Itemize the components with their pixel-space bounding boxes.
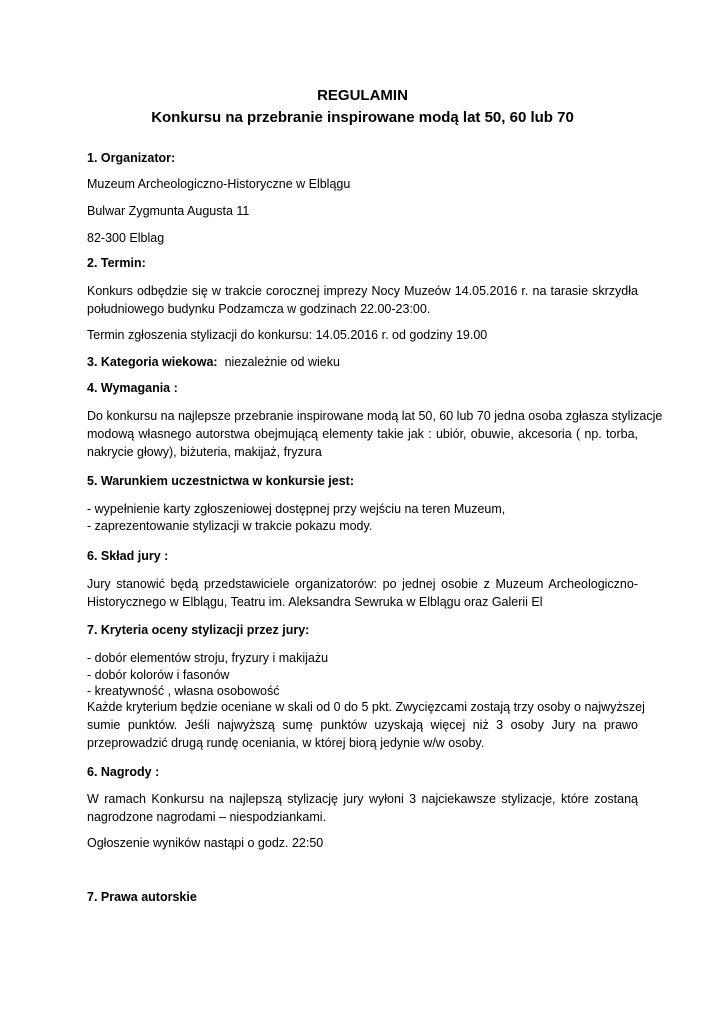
criteria-paragraph: [87, 698, 645, 752]
section-heading-jury: 6. Skład jury :: [87, 549, 169, 563]
jury-paragraph: [87, 575, 638, 611]
term-paragraph-line: Konkurs odbędzie się w trakcie corocznej imprezy Nocy Muzeów 14.05.2016 r. na tarasie skrzydła: [87, 284, 638, 298]
document-title: REGULAMIN: [317, 87, 408, 104]
organizer-city: 82-300 Elblag: [87, 231, 165, 245]
age-category: [87, 355, 340, 369]
jury-line: Jury stanowić będą przedstawiciele organizatorów: po jednej osobie z Muzeum Archeologiczno-: [87, 577, 638, 591]
term-paragraph: [87, 282, 638, 318]
list-item: - dobór kolorów i fasonów: [87, 667, 230, 682]
organizer-street: Bulwar Zygmunta Augusta 11: [87, 204, 250, 218]
results-announcement: Ogłoszenie wyników nastąpi o godz. 22:50: [87, 836, 324, 850]
criteria-list: [87, 650, 328, 700]
section-heading-criteria: 7. Kryteria oceny stylizacji przez jury:: [87, 623, 310, 637]
section-heading-prizes: 6. Nagrody :: [87, 765, 160, 779]
section-heading-age: 3. Kategoria wiekowa:: [87, 355, 218, 369]
requirements-line: nakrycie głowy), biżuteria, makijaż, fryzura: [87, 445, 322, 459]
prizes-line: nagrodzone nagrodami – niespodziankami.: [87, 810, 327, 824]
prizes-line: W ramach Konkursu na najlepszą stylizację jury wyłoni 3 najciekawsze stylizacje, które zostaną: [87, 792, 638, 806]
list-item: - dobór elementów stroju, fryzury i makijażu: [87, 651, 329, 665]
section-heading-requirements: 4. Wymagania :: [87, 381, 178, 395]
section-heading-organizer: 1. Organizator:: [87, 151, 176, 165]
term-deadline: Termin zgłoszenia stylizacji do konkursu: 14.05.2016 r. od godziny 19.00: [87, 328, 488, 342]
criteria-line: Każde kryterium będzie oceniane w skali od 0 do 5 pkt. Zwycięzcami zostają trzy osoby o najwyższej: [87, 700, 645, 714]
prizes-paragraph: [87, 790, 638, 826]
requirements-line: Do konkursu na najlepsze przebranie inspirowane modą lat 50, 60 lub 70 jedna osoba zgłasza stylizacje: [87, 409, 663, 423]
list-item: - zaprezentowanie stylizacji w trakcie pokazu mody.: [87, 518, 373, 533]
participation-list: [87, 501, 505, 534]
document-subtitle: Konkursu na przebranie inspirowane modą lat 50, 60 lub 70: [151, 109, 574, 126]
jury-line: Historycznego w Elblągu, Teatru im. Aleksandra Sewruka w Elblągu oraz Galerii El: [87, 595, 543, 609]
age-category-value: niezależnie od wieku: [224, 355, 340, 369]
requirements-paragraph: [87, 407, 663, 461]
section-heading-term: 2. Termin:: [87, 256, 146, 270]
organizer-name: Muzeum Archeologiczno-Historyczne w Elblągu: [87, 177, 351, 191]
criteria-line: sumie punktów. Jeśli najwyższą sumę punktów uzyskają więcej niż 3 osoby Jury na prawo: [87, 718, 638, 732]
requirements-line: modową własnego autorstwa obejmującą elementy takie jak : ubiór, obuwie, akcesoria ( np. torba,: [87, 427, 638, 441]
term-paragraph-line: południowego budynku Podzamcza w godzinach 22.00-23:00.: [87, 302, 431, 316]
section-heading-copyright: 7. Prawa autorskie: [87, 890, 197, 904]
criteria-line: przeprowadzić drugą rundę oceniania, w której biorą jedynie w/w osoby.: [87, 736, 485, 750]
list-item: - wypełnienie karty zgłoszeniowej dostępnej przy wejściu na teren Muzeum,: [87, 502, 506, 516]
section-heading-participation: 5. Warunkiem uczestnictwa w konkursie jest:: [87, 474, 354, 488]
list-item: - kreatywność , własna osobowość: [87, 684, 280, 698]
